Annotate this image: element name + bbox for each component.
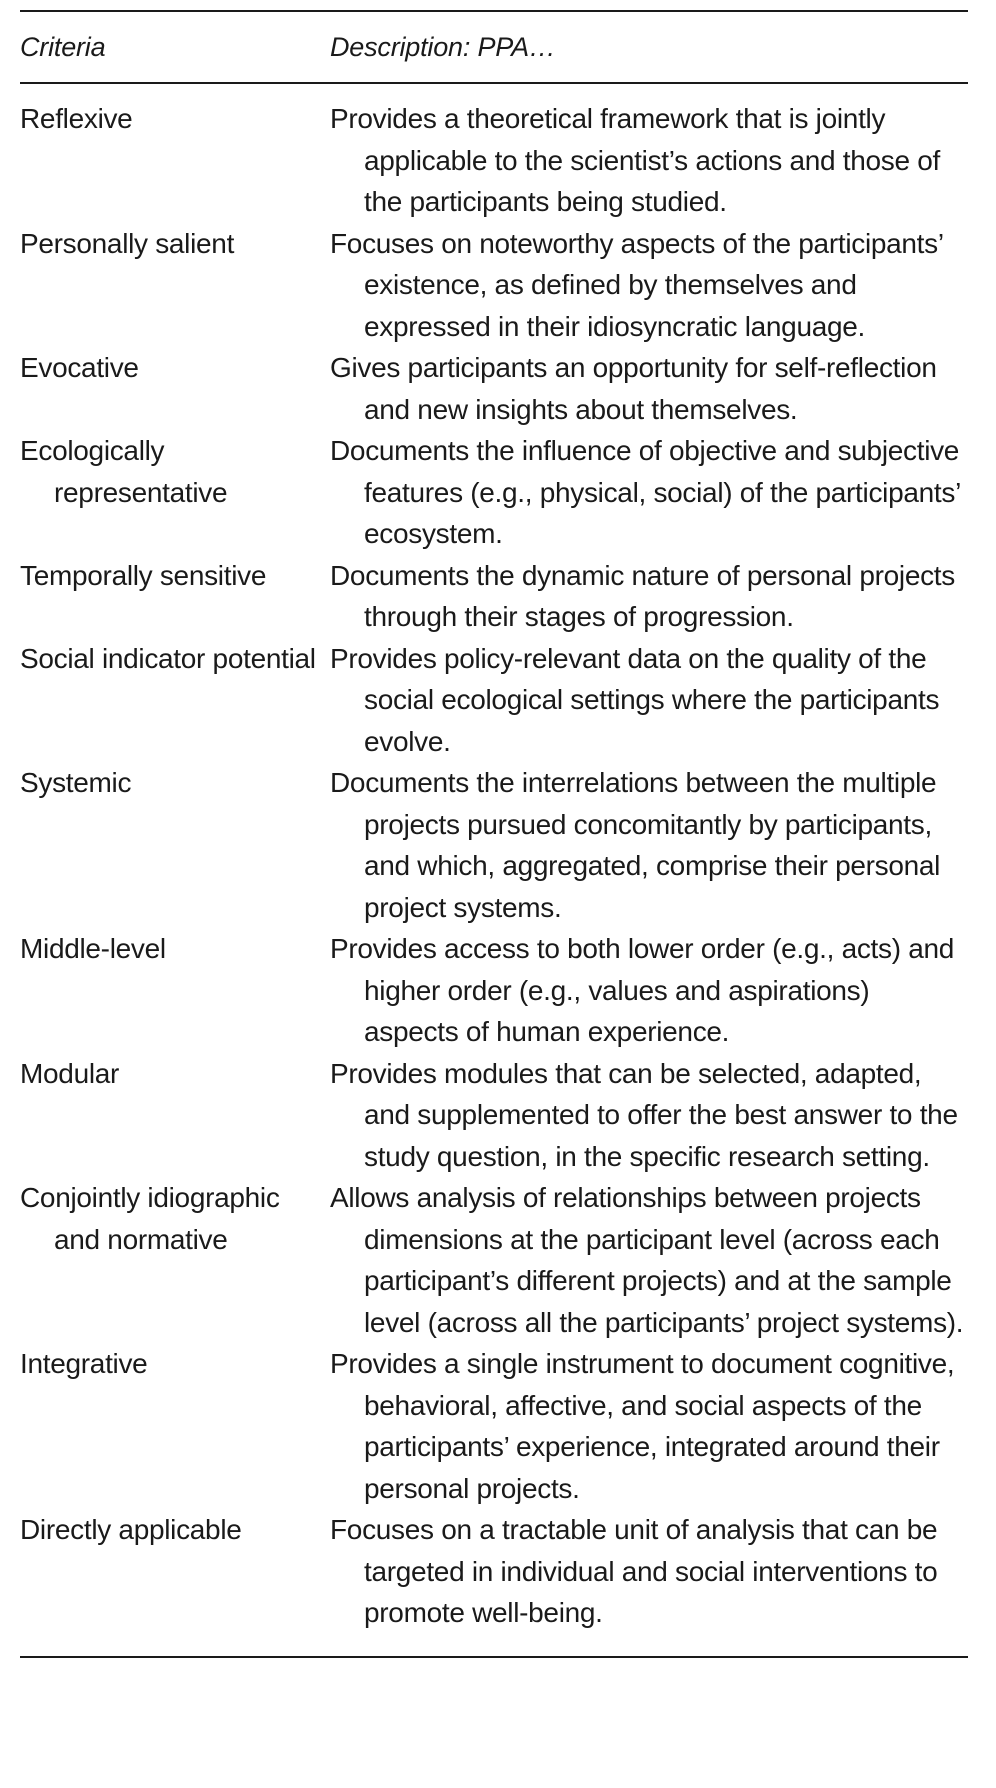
description-cell: Provides access to both lower order (e.g., acts) and higher order (e.g., values and aspirations) aspects of human experience. (330, 933, 955, 1047)
table-row (20, 223, 968, 348)
description-cell: Provides a single instrument to document cognitive, behavioral, affective, and social aspects of the participants’ experience, integrated around their personal projects. (330, 1348, 955, 1504)
description-cell: Allows analysis of relationships between projects dimensions at the participant level (across each participant’s different projects) and at the sample level (across all the participants’ project systems). (330, 1182, 964, 1338)
criteria-cell: Directly applicable (20, 1514, 242, 1545)
table-row (20, 928, 968, 1053)
criteria-cell: Conjointly idiographic and normative (20, 1182, 280, 1255)
table-row (20, 762, 968, 928)
table-row (20, 1177, 968, 1343)
description-cell: Documents the influence of objective and subjective features (e.g., physical, social) of the participants’ ecosystem. (330, 435, 960, 549)
table-row (20, 98, 968, 223)
criteria-cell: Evocative (20, 352, 139, 383)
table-body (20, 84, 968, 1656)
table-row (20, 430, 968, 555)
criteria-cell: Modular (20, 1057, 120, 1089)
description-cell: Documents the interrelations between the multiple projects pursued concomitantly by participants, and which, aggregated, comprise their personal project systems. (330, 767, 941, 923)
table-row (20, 638, 968, 763)
description-cell: Focuses on a tractable unit of analysis that can be targeted in individual and social interventions to promote well-being. (330, 1514, 938, 1628)
criteria-cell: Ecologically representative (20, 435, 228, 508)
table-row (20, 347, 968, 430)
description-cell: Gives participants an opportunity for self-reflection and new insights about themselves. (330, 352, 937, 425)
table-row (20, 555, 968, 638)
criteria-cell: Temporally sensitive (20, 559, 267, 591)
criteria-cell: Personally salient (20, 227, 235, 259)
table-row (20, 1343, 968, 1509)
criteria-cell: Systemic (20, 767, 132, 798)
description-cell: Provides modules that can be selected, adapted, and supplemented to offer the best answer to the study question, in the specific research setting. (330, 1057, 958, 1172)
criteria-cell: Middle-level (20, 933, 166, 964)
description-cell: Provides policy-relevant data on the quality of the social ecological settings where the participants evolve. (330, 642, 940, 757)
description-cell: Provides a theoretical framework that is jointly applicable to the scientist’s actions and those of the participants being studied. (330, 103, 940, 217)
header-criteria: Criteria (20, 31, 106, 62)
table-header (20, 12, 968, 84)
header-description: Description: PPA… (330, 31, 556, 62)
description-cell: Focuses on noteworthy aspects of the participants’ existence, as defined by themselves and expressed in their idiosyncratic language. (330, 227, 943, 342)
criteria-cell: Reflexive (20, 103, 133, 134)
criteria-cell: Social indicator potential (20, 642, 316, 674)
criteria-cell: Integrative (20, 1348, 148, 1379)
criteria-table (20, 10, 968, 1658)
table-row (20, 1509, 968, 1634)
description-cell: Documents the dynamic nature of personal projects through their stages of progression. (330, 559, 955, 632)
table-row (20, 1053, 968, 1178)
